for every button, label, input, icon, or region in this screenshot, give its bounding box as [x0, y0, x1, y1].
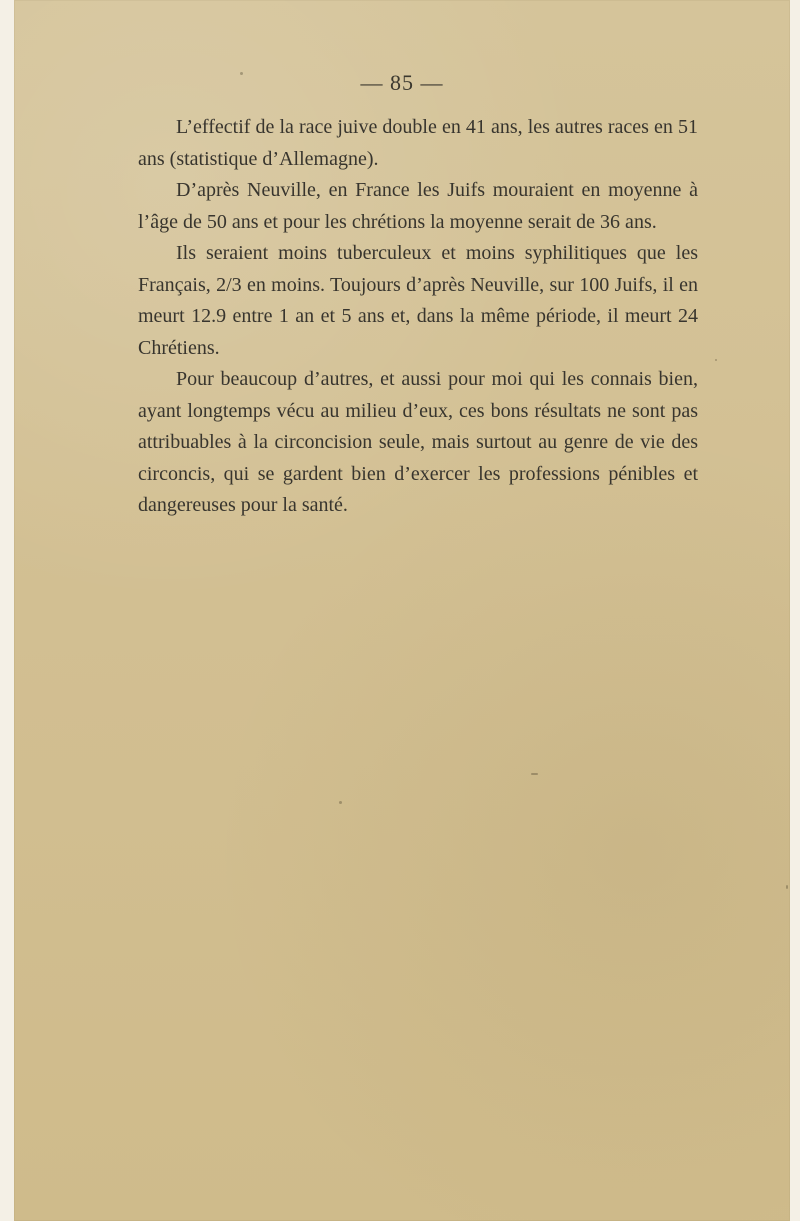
paragraph-3: Ils seraient moins tuberculeux et moins syphilitiques que les Français, 2/3 en moins. Toujours d’après Neuville, sur 100 Juifs, il en meurt 12.9 entre 1 an et 5 ans et, dans la même période, il meurt 24 Chrétiens. [138, 242, 698, 359]
paper-speck [786, 885, 788, 889]
paper-speck [339, 801, 342, 804]
paragraph-4: Pour beaucoup d’autres, et aussi pour moi qui les connais bien, ayant longtemps vécu au milieu d’eux, ces bons résultats ne sont pas attribuables à la circoncision seule, mais surtout au genre de vie des circoncis, qui se gardent bien d’exercer les professions pénibles et dangereuses pour la santé. [138, 368, 698, 516]
paper-speck [531, 773, 538, 775]
scanned-page [14, 0, 790, 1221]
paragraph-2: D’après Neuville, en France les Juifs mouraient en moyenne à l’âge de 50 ans et pour les chrétions la moyenne serait de 36 ans. [138, 179, 698, 233]
page-number: — 85 — [360, 70, 444, 95]
paragraph-1: L’effectif de la race juive double en 41 ans, les autres races en 51 ans (statistique d’Allemagne). [138, 116, 698, 170]
paper-speck [715, 359, 717, 361]
text-body [138, 112, 698, 522]
paper-speck [240, 72, 243, 75]
